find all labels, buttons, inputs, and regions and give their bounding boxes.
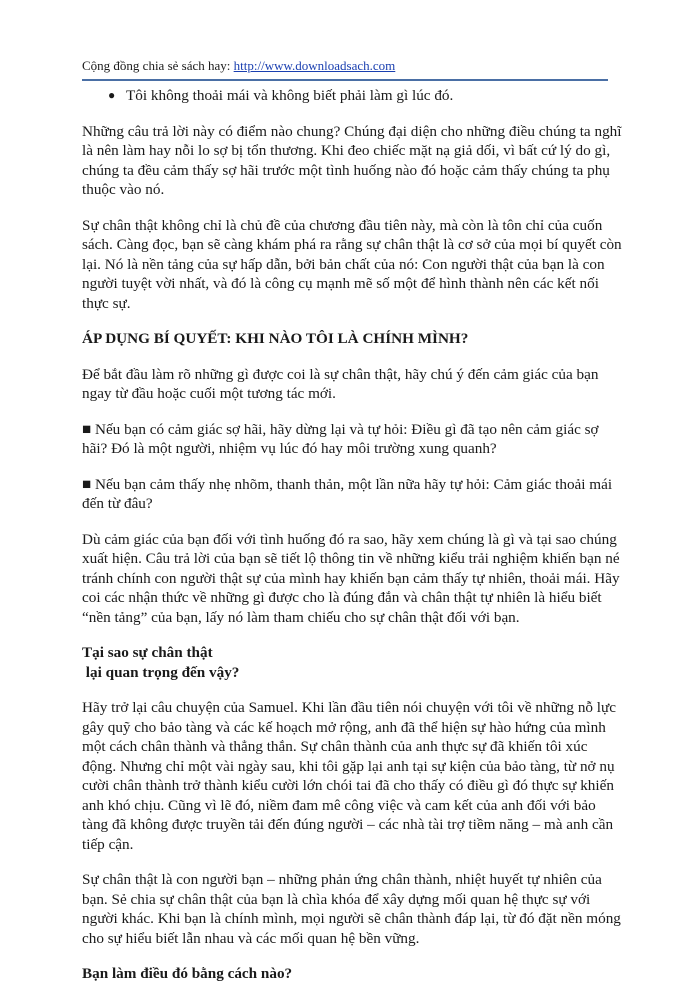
paragraph-6: Dù cảm giác của bạn đối với tình huống đó ra sao, hãy xem chúng là gì và tại sao chúng xuất hiện. Câu trả lời của bạn sẽ tiết lộ thông tin về những kiểu trải nghiệm khiến bạn né tránh chính con người thật sự của mình hay khiến bạn cảm thấy tự nhiên, thoải mái. Hãy coi các nhận thức về những gì được cho là đúng đắn và chân thật tự nhiên là hiểu biết “nền tảng” của bạn, lấy nó làm tham chiếu cho sự chân thật đối với bạn. xyxy=(82,530,620,626)
bullet-text: Tôi không thoải mái và không biết phải làm gì lúc đó. xyxy=(126,87,454,104)
paragraph-5: ■ Nếu bạn cảm thấy nhẹ nhõm, thanh thản, một lần nữa hãy tự hỏi: Cảm giác thoải mái đến từ đâu? xyxy=(82,475,613,512)
header-link[interactable]: http://www.downloadsach.com xyxy=(233,58,396,73)
subheading-line-1: Tại sao sự chân thật xyxy=(82,644,213,661)
subheading-why xyxy=(82,643,622,682)
subheading-how: Bạn làm điều đó bằng cách nào? xyxy=(82,965,293,982)
page-header xyxy=(82,58,395,74)
document-body xyxy=(82,86,622,1000)
paragraph-4: ■ Nếu bạn có cảm giác sợ hãi, hãy dừng lại và tự hỏi: Điều gì đã tạo nên cảm giác sợ hãi? Đó là một người, nhiệm vụ lúc đó hay môi trường xung quanh? xyxy=(82,420,599,457)
header-text: Cộng đồng chia sẻ sách hay: xyxy=(82,58,234,73)
header-divider xyxy=(82,79,608,81)
subheading-line-2: lại quan trọng đến vậy? xyxy=(82,663,240,681)
paragraph-2: Sự chân thật không chỉ là chủ đề của chương đầu tiên này, mà còn là tôn chỉ của cuốn sách. Càng đọc, bạn sẽ càng khám phá ra rằng sự chân thật là cơ sở của mọi bí quyết còn lại. Nó là nền tảng của sự hấp dẫn, bởi bản chất của nó: Con người thật của bạn là con người tuyệt vời nhất, và đó là công cụ mạnh mẽ số một để hình thành nên các kết nối thực sự. xyxy=(82,216,622,312)
section-heading: ÁP DỤNG BÍ QUYẾT: KHI NÀO TÔI LÀ CHÍNH MÌNH? xyxy=(82,330,469,347)
bullet-item xyxy=(82,86,622,106)
paragraph-8: Sự chân thật là con người bạn – những phản ứng chân thành, nhiệt huyết tự nhiên của bạn. Sẻ chia sự chân thật của bạn là chìa khóa để xây dựng mối quan hệ thực sự với người khác. Khi bạn là chính mình, mọi người sẽ chân thành đáp lại, từ đó đặt nền móng cho sự hiểu biết lẫn nhau và các mối quan hệ bền vững. xyxy=(82,871,621,947)
bullet-dot-icon: ● xyxy=(108,88,116,102)
paragraph-3: Để bắt đầu làm rõ những gì được coi là sự chân thật, hãy chú ý đến cảm giác của bạn ngay từ đầu hoặc cuối một tương tác mới. xyxy=(82,365,599,402)
paragraph-7: Hãy trở lại câu chuyện của Samuel. Khi lần đầu tiên nói chuyện với tôi về những nỗ lực gây quỹ cho bảo tàng và các kế hoạch mở rộng, anh đã thể hiện sự hào hứng của mình một cách chân thành và thẳng thắn. Sự chân thành của anh thực sự đã khiến tôi xúc động. Nhưng chỉ một vài ngày sau, khi tôi gặp lại anh tại sự kiện của bảo tàng, từ nở nụ cười chân thành trở thành kiểu cười lớn chói tai đã cho thấy có điều gì đó thực sự khiến anh khó chịu. Cũng vì lẽ đó, niềm đam mê công việc và cam kết của anh đối với bảo tàng đã không được truyền tải đến đúng người – các nhà tài trợ tiềm năng – mà anh cần tiếp cận. xyxy=(82,699,616,853)
paragraph-1: Những câu trả lời này có điểm nào chung? Chúng đại diện cho những điều chúng ta nghĩ là nên làm hay nỗi lo sợ bị tổn thương. Khi đeo chiếc mặt nạ giả dối, vì bất cứ lý do gì, chúng ta đều cảm thấy sợ hãi trước một tình huống nào đó hoặc cảm thấy chúng ta phụ thuộc vào nó. xyxy=(82,122,622,198)
